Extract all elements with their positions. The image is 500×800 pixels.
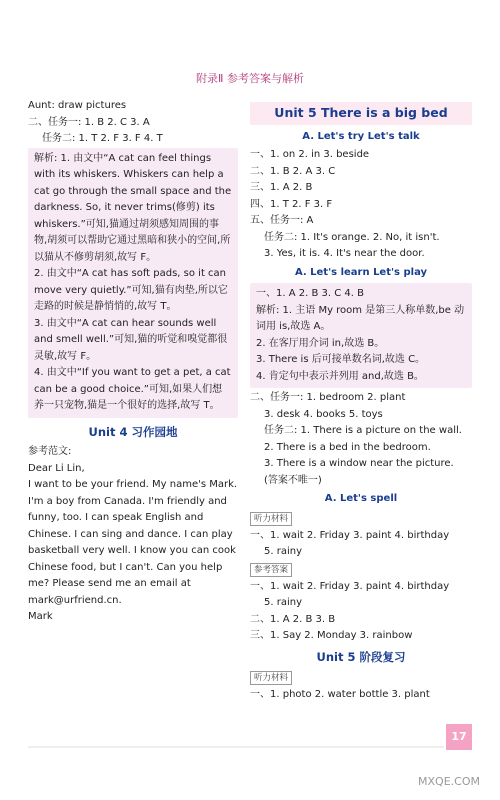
analysis-item: 4. 由文中“If you want to get a pet, a cat can be a good choice.”可知,如果人们想养一只宠物,猫是一个很好的选择,故写 T。	[34, 367, 231, 411]
text-line: 任务二: 1. T 2. F 3. F 4. T	[42, 133, 163, 144]
left-column	[28, 98, 238, 626]
text-line: 一、1. A 2. B 3. C 4. B	[256, 288, 364, 299]
watermark: MXQE.COM	[418, 775, 480, 788]
text-line: 一、1. photo 2. water bottle 3. plant	[250, 689, 430, 700]
listening-tag: 听力材料	[250, 671, 292, 685]
right-column	[250, 98, 472, 704]
essay-body: I want to be your friend. My name's Mark. I'm a boy from Canada. I'm friendly and funny, too. I can speak English and Chinese. I can sing and dance. I can play basketball very well. I know you can cook Chinese food, but I can't. Can you help me? Please send me an email at mark@urfriend.cn.	[28, 479, 238, 606]
page-header: 附录Ⅱ 参考答案与解析	[196, 72, 304, 85]
text-line: 一、1. on 2. in 3. beside	[250, 149, 370, 160]
text-line: 3. There is a window near the picture.	[264, 458, 454, 469]
essay-greeting: Dear Li Lin,	[28, 462, 85, 474]
unit5-title: Unit 5 There is a big bed	[250, 102, 472, 125]
text-line: (答案不唯一)	[264, 474, 322, 486]
text-line: 三、1. Say 2. Monday 3. rainbow	[250, 630, 413, 641]
analysis-item: 3. There is 后可接单数名词,故选 C。	[256, 354, 426, 365]
essay-label: 参考范文:	[28, 446, 72, 457]
analysis-box	[28, 148, 238, 418]
text-line: Aunt: draw pictures	[28, 100, 127, 111]
analysis-box	[250, 283, 472, 388]
text-line: 3. Yes, it is. 4. It's near the door.	[264, 248, 425, 259]
text-line: 一、1. wait 2. Friday 3. paint 4. birthday	[250, 580, 450, 592]
text-line: 二、任务一: 1. bedroom 2. plant	[250, 392, 406, 403]
text-line: 3. desk 4. books 5. toys	[264, 408, 383, 420]
analysis-item: 2. 在客厅用介词 in,故选 B。	[256, 337, 385, 349]
text-line: 五、任务一: A	[250, 215, 314, 226]
essay-signature: Mark	[28, 611, 53, 622]
unit4-title: Unit 4 习作园地	[88, 424, 178, 439]
listening-tag: 听力材料	[250, 512, 292, 526]
text-line: 5. rainy	[264, 546, 302, 557]
unit5-review-title: Unit 5 阶段复习	[316, 649, 406, 664]
analysis-item: 解析: 1. 由文中“A cat can feel things with its whiskers. Whiskers can help a cat go through the small space and the darkness. So, it never trims(修剪) its whiskers.”可知,猫通过胡须感知周围的事物,胡须可以帮助它通过黑暗和狭小的空间,所以猫从不修剪胡须,故写 F。	[34, 152, 232, 263]
analysis-item: 3. 由文中“A cat can hear sounds well and smell well.”可知,猫的听觉和嗅觉都很灵敏,故写 F。	[34, 317, 228, 362]
analysis-item: 4. 肯定句中表示并列用 and,故选 B。	[256, 370, 424, 382]
section-title: A. Let's try Let's talk	[302, 130, 420, 142]
text-line: 5. rainy	[264, 597, 302, 608]
section-title: A. Let's learn Let's play	[294, 266, 428, 278]
text-line: 二、任务一: 1. B 2. C 3. A	[28, 116, 150, 128]
text-line: 一、1. wait 2. Friday 3. paint 4. birthday	[250, 529, 450, 541]
text-line: 二、1. A 2. B 3. B	[250, 613, 336, 625]
section-title: A. Let's spell	[324, 493, 398, 504]
text-line: 任务二: 1. There is a picture on the wall.	[264, 425, 462, 436]
text-line: 四、1. T 2. F 3. F	[250, 198, 333, 210]
page-content	[28, 98, 472, 720]
page-number: 17	[446, 724, 472, 750]
text-line: 2. There is a bed in the bedroom.	[264, 441, 431, 453]
divider	[28, 746, 444, 748]
answer-tag: 参考答案	[250, 563, 292, 577]
text-line: 三、1. A 2. B	[250, 182, 313, 193]
text-line: 二、1. B 2. A 3. C	[250, 165, 336, 177]
analysis-item: 解析: 1. 主语 My room 是第三人称单数,be 动词用 is,故选 A。	[256, 304, 465, 332]
analysis-item: 2. 由文中“A cat has soft pads, so it can move very quietly.”可知,猫有肉垫,所以它走路的时候是静悄悄的,故写 T。	[34, 268, 228, 312]
text-line: 任务二: 1. It's orange. 2. No, it isn't.	[264, 231, 440, 243]
